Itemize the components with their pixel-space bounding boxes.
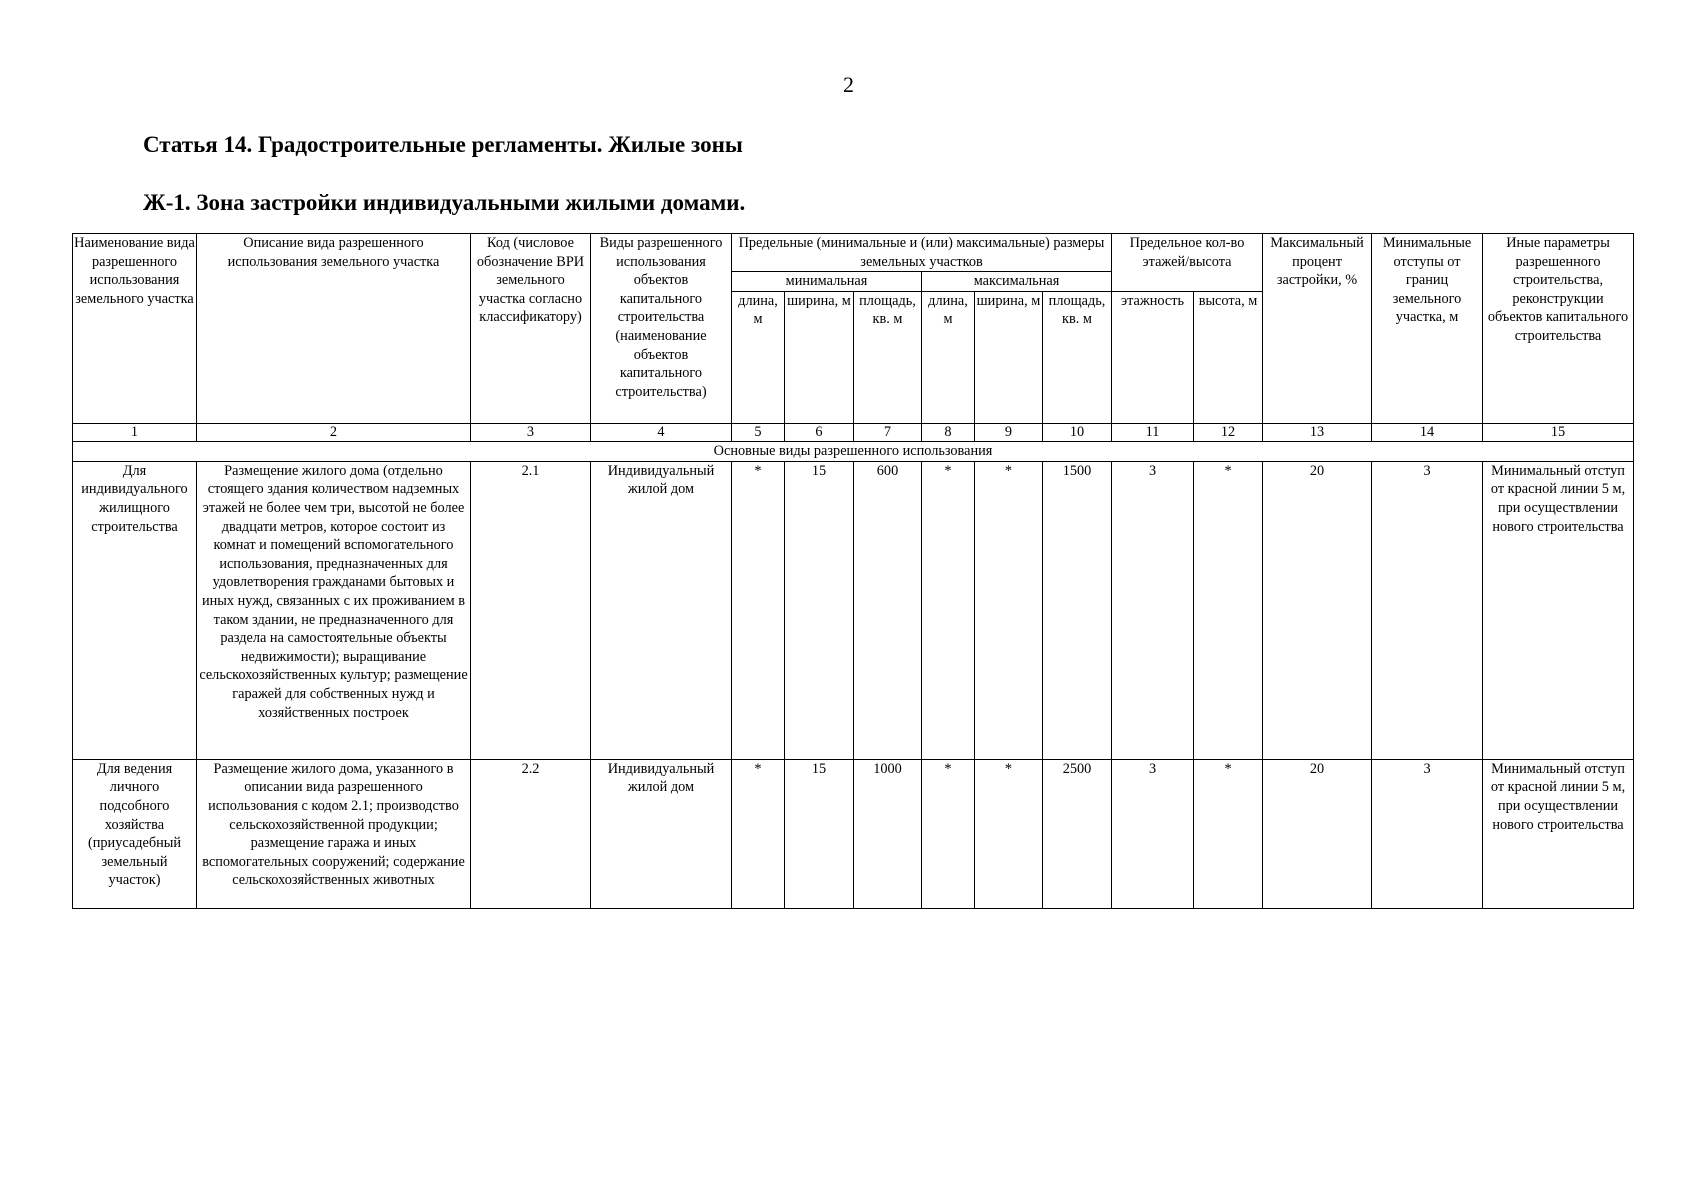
cell-height: * (1194, 759, 1263, 908)
header-floors: этажность (1112, 291, 1194, 423)
column-number: 8 (922, 423, 975, 441)
header-max-area: площадь, кв. м (1043, 291, 1112, 423)
header-name: Наименование вида разрешенного использования земельного участка (73, 234, 197, 424)
cell-height: * (1194, 461, 1263, 759)
cell-min-area: 600 (854, 461, 922, 759)
cell-type: Индивидуальный жилой дом (591, 759, 732, 908)
cell-max-width: * (975, 759, 1043, 908)
cell-max-length: * (922, 759, 975, 908)
cell-name: Для ведения личного подсобного хозяйства (приусадебный земельный участок) (73, 759, 197, 908)
cell-max-length: * (922, 461, 975, 759)
header-limits: Предельные (минимальные и (или) максимальные) размеры земельных участков (732, 234, 1112, 272)
header-max: максимальная (922, 272, 1112, 292)
header-max-width: ширина, м (975, 291, 1043, 423)
column-number: 6 (785, 423, 854, 441)
page-number: 2 (843, 72, 854, 97)
header-min-setback: Минимальные отступы от границ земельного участка, м (1372, 234, 1483, 424)
regulations-table (72, 233, 1634, 909)
cell-description: Размещение жилого дома (отдельно стоящего здания количеством надземных этажей не более чем три, высотой не более двадцати метров, которое состоит из комнат и помещений вспомогательного использования, предназначенных для удовлетворения гражданами бытовых и иных нужд, связанных с их проживанием в таком здании, не предназначенного для раздела на самостоятельные объекты недвижимости); выращивание сельскохозяйственных культур; размещение гаражей для собственных нужд и хозяйственных построек (197, 461, 471, 759)
column-number: 2 (197, 423, 471, 441)
column-number: 15 (1483, 423, 1634, 441)
cell-code: 2.1 (471, 461, 591, 759)
header-min: минимальная (732, 272, 922, 292)
header-height: высота, м (1194, 291, 1263, 423)
cell-floors: 3 (1112, 759, 1194, 908)
cell-min-length: * (732, 461, 785, 759)
cell-max-area: 1500 (1043, 461, 1112, 759)
header-floors-height: Предельное кол-во этажей/высота (1112, 234, 1263, 292)
column-number: 9 (975, 423, 1043, 441)
column-number: 1 (73, 423, 197, 441)
header-max-length: длина, м (922, 291, 975, 423)
cell-min-width: 15 (785, 759, 854, 908)
column-numbers-row (73, 423, 1634, 441)
cell-description: Размещение жилого дома, указанного в описании вида разрешенного использования с кодом 2.1; производство сельскохозяйственной продукции; размещение гаража и иных вспомогательных сооружений; содержание сельскохозяйственных животных (197, 759, 471, 908)
cell-min-setback: 3 (1372, 759, 1483, 908)
column-number: 4 (591, 423, 732, 441)
column-number: 10 (1043, 423, 1112, 441)
cell-name: Для индивидуального жилищного строительства (73, 461, 197, 759)
column-number: 3 (471, 423, 591, 441)
cell-other: Минимальный отступ от красной линии 5 м, при осуществлении нового строительства (1483, 759, 1634, 908)
cell-other: Минимальный отступ от красной линии 5 м, при осуществлении нового строительства (1483, 461, 1634, 759)
section-title: Основные виды разрешенного использования (73, 441, 1634, 461)
header-min-width: ширина, м (785, 291, 854, 423)
header-description: Описание вида разрешенного использования земельного участка (197, 234, 471, 424)
zone-title: Ж-1. Зона застройки индивидуальными жилыми домами. (143, 190, 746, 215)
header-max-percent: Максимальный процент застройки, % (1263, 234, 1372, 424)
column-number: 13 (1263, 423, 1372, 441)
column-number: 12 (1194, 423, 1263, 441)
header-other: Иные параметры разрешенного строительства, реконструкции объектов капитального строительства (1483, 234, 1634, 424)
cell-code: 2.2 (471, 759, 591, 908)
section-row (73, 441, 1634, 461)
cell-min-area: 1000 (854, 759, 922, 908)
cell-max-width: * (975, 461, 1043, 759)
cell-max-percent: 20 (1263, 461, 1372, 759)
cell-min-length: * (732, 759, 785, 908)
cell-max-percent: 20 (1263, 759, 1372, 908)
column-number: 11 (1112, 423, 1194, 441)
header-row-1 (73, 234, 1634, 272)
header-types: Виды разрешенного использования объектов капитального строительства (наименование объектов капитального строительства) (591, 234, 732, 424)
cell-min-width: 15 (785, 461, 854, 759)
header-min-area: площадь, кв. м (854, 291, 922, 423)
table-row (73, 759, 1634, 908)
cell-max-area: 2500 (1043, 759, 1112, 908)
table-row (73, 461, 1634, 759)
article-title: Статья 14. Градостроительные регламенты. Жилые зоны (143, 132, 743, 157)
column-number: 5 (732, 423, 785, 441)
cell-type: Индивидуальный жилой дом (591, 461, 732, 759)
column-number: 14 (1372, 423, 1483, 441)
column-number: 7 (854, 423, 922, 441)
header-min-length: длина, м (732, 291, 785, 423)
cell-min-setback: 3 (1372, 461, 1483, 759)
cell-floors: 3 (1112, 461, 1194, 759)
header-code: Код (числовое обозначение ВРИ земельного участка согласно классификатору) (471, 234, 591, 424)
